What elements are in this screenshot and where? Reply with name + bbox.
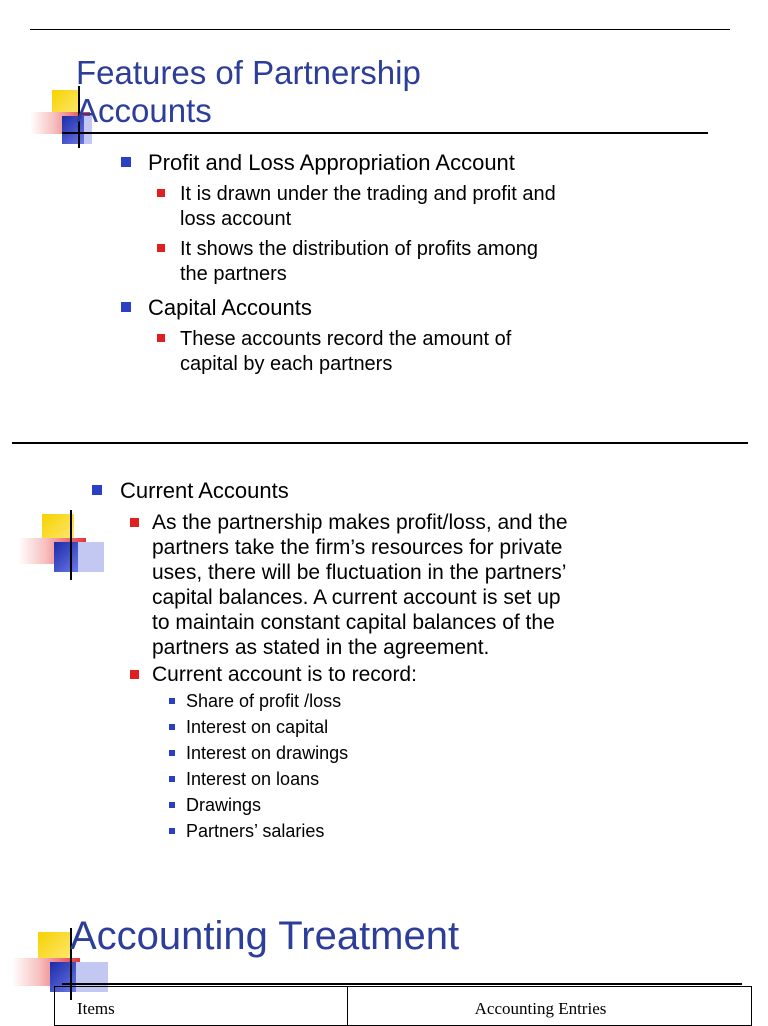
slide-divider-1 xyxy=(12,442,748,444)
bullet-square-icon xyxy=(157,189,165,197)
slide-3-title-underline xyxy=(62,983,742,985)
current-account-record-intro: Current account is to record: xyxy=(152,663,417,686)
bullet-capital-accounts: Capital Accounts xyxy=(148,295,312,320)
slide-1-title: Features of Partnership Accounts xyxy=(76,54,421,129)
accounting-treatment-table xyxy=(54,986,752,1026)
bullet-square-icon xyxy=(130,670,139,679)
bullet-current-accounts: Current Accounts xyxy=(120,478,289,503)
bullet-square-icon xyxy=(169,802,175,808)
bullet-square-icon xyxy=(121,302,131,312)
bullet-square-icon xyxy=(121,157,131,167)
bullet-square-icon xyxy=(130,518,139,527)
page-top-rule xyxy=(30,29,730,30)
list-item: Drawings xyxy=(186,795,262,815)
bullet-square-icon xyxy=(169,724,175,730)
bullet-square-icon xyxy=(157,334,165,342)
slide-logo-icon xyxy=(18,510,108,600)
bullet-square-icon xyxy=(157,244,165,252)
list-item: Share of profit /loss xyxy=(186,691,342,711)
table-header-accounting-entries: Accounting Entries xyxy=(474,999,607,1018)
slide-1-title-underline xyxy=(62,132,708,134)
bullet-square-icon xyxy=(169,750,175,756)
list-item: Interest on drawings xyxy=(186,743,349,763)
table-header-items: Items xyxy=(55,987,348,1025)
bullet-square-icon xyxy=(169,776,175,782)
bullet-profit-loss-appropriation: Profit and Loss Appropriation Account xyxy=(148,150,515,175)
sub-bullet-drawn-under: It is drawn under the trading and profit and loss account xyxy=(180,183,556,230)
sub-bullet-distribution: It shows the distribution of profits among the partners xyxy=(180,238,538,285)
list-item: Interest on loans xyxy=(186,769,320,789)
slide-3-title: Accounting Treatment xyxy=(70,914,460,958)
bullet-square-icon xyxy=(92,485,102,495)
bullet-square-icon xyxy=(169,698,175,704)
sub-bullet-capital-record: These accounts record the amount of capital by each partners xyxy=(180,328,512,375)
current-accounts-paragraph: As the partnership makes profit/loss, and the partners take the firm’s resources for private uses, there will be fluctuation in the partners’ capital balances. A current account is set up to maintain constant capital balances of the partners as stated in the agreement. xyxy=(152,511,568,659)
list-item: Partners’ salaries xyxy=(186,821,325,841)
list-item: Interest on capital xyxy=(186,717,329,737)
bullet-square-icon xyxy=(169,828,175,834)
